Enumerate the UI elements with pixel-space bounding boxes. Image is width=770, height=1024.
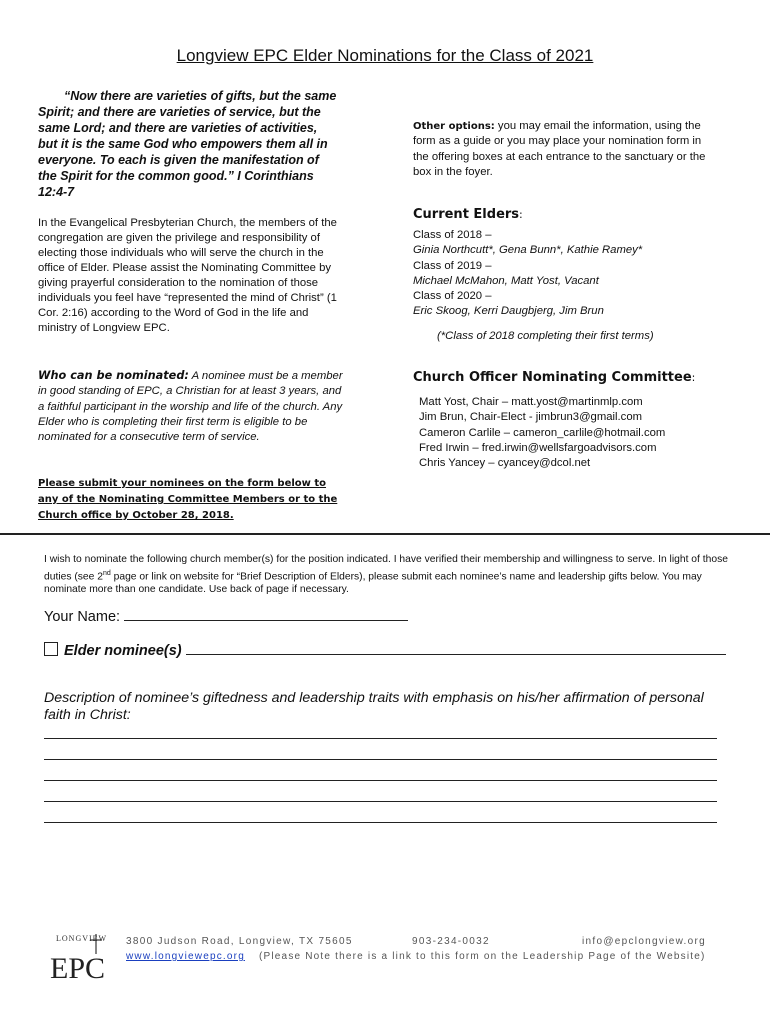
- class-2019-names: Michael McMahon, Matt Yost, Vacant: [413, 274, 599, 287]
- current-elders-title: Current Elders: [413, 207, 520, 222]
- description-line[interactable]: [44, 759, 717, 760]
- form-intro: [44, 553, 744, 597]
- current-elders-heading: [413, 207, 523, 222]
- current-elders-note: (*Class of 2018 completing their first terms): [437, 330, 654, 342]
- committee-heading: [413, 370, 695, 385]
- other-options: [413, 119, 713, 180]
- class-2020-label: Class of 2020 –: [413, 290, 492, 303]
- class-2018-label: Class of 2018 –: [413, 229, 492, 241]
- committee-title: Church Officer Nominating Committee: [413, 370, 692, 385]
- committee-member: Fred Irwin – fred.irwin@wellsfargoadvisors.com: [419, 441, 657, 454]
- form-intro-sup: nd: [102, 569, 111, 577]
- description-line[interactable]: [44, 801, 717, 802]
- committee-list: [419, 395, 665, 471]
- committee-colon: :: [691, 371, 696, 384]
- description-label: Description of nominee’s giftedness and leadership traits with emphasis on his/her affirmation of personal faith in Christ:: [44, 690, 704, 723]
- elder-nominee-row: [44, 642, 726, 659]
- footer-address: 3800 Judson Road, Longview, TX 75605: [126, 936, 353, 947]
- who-text: A nominee must be a member in good standing of EPC, a Christian for at least 3 years, and a faithful participant in the worship and life of the church. Any Elder who is completing their first term is eligible to be nominated for a consecutive term of service.: [38, 370, 343, 444]
- description-lines[interactable]: [44, 738, 717, 843]
- other-options-label: Other options:: [413, 121, 495, 132]
- class-2019-label: Class of 2019 –: [413, 259, 492, 272]
- page-title: Longview EPC Elder Nominations for the Class of 2021: [176, 46, 594, 65]
- current-elders-list: [413, 228, 733, 320]
- description-line[interactable]: [44, 822, 717, 823]
- who-label: Who can be nominated:: [38, 369, 189, 382]
- description-line[interactable]: [44, 738, 717, 739]
- other-options-text: you may email the information, using the form as a guide or you may place your nomination form in the offering boxes at each entrance to the sanctuary or the box in the foyer.: [413, 120, 706, 178]
- elder-nominee-input[interactable]: [186, 642, 726, 655]
- section-divider: [0, 533, 770, 535]
- footer-website-row: [126, 951, 726, 962]
- form-intro-part-b: page or link on website for “Brief Description of Elders), please submit each nominee’s name and leadership gifts below. You may nominate more than one candidate. Use back of page if necessary.: [44, 570, 702, 596]
- logo-main-text: EPC: [50, 952, 106, 985]
- elder-nominee-label: Elder nominee(s): [64, 643, 186, 659]
- committee-member: Matt Yost, Chair – matt.yost@martinmlp.com: [419, 396, 643, 408]
- logo-top-text: LONGVIEW: [56, 934, 108, 943]
- who-can-be-nominated: [38, 368, 343, 445]
- committee-member: Cameron Carlile – cameron_carlile@hotmail.com: [419, 426, 666, 439]
- class-2020-names: Eric Skoog, Kerri Daugbjerg, Jim Brun: [413, 305, 604, 318]
- epc-logo: [44, 930, 114, 986]
- form-intro-part-a: I wish to nominate the following church member(s) for the position indicated. I have verified their membership and willingness to serve. In light of those duties (see 2: [44, 554, 728, 582]
- quote-text: “Now there are varieties of gifts, but the same Spirit; and there are varieties of service, but the same Lord; and there are varieties of activities, but it is the same God who empowers them all in everyone. To each is given the manifestation of the Spirit for the common good.” I Corinthians 12:4-7: [38, 89, 337, 199]
- footer-website-link[interactable]: www.longviewepc.org: [126, 951, 245, 962]
- your-name-label: Your Name:: [44, 609, 125, 625]
- elder-nominee-checkbox[interactable]: [44, 642, 58, 656]
- scripture-quote: [38, 88, 338, 200]
- committee-member: Jim Brun, Chair-Elect - jimbrun3@gmail.com: [419, 411, 643, 424]
- footer-phone: 903-234-0032: [412, 936, 490, 947]
- submit-note: Please submit your nominees on the form below to any of the Nominating Committee Members or to the Church office by October 28, 2018.: [38, 478, 338, 521]
- your-name-row: [44, 608, 408, 625]
- class-2018-names: Ginia Northcutt*, Gena Bunn*, Kathie Ramey*: [413, 244, 643, 257]
- current-elders-colon: :: [519, 208, 523, 221]
- footer-email[interactable]: info@epclongview.org: [582, 936, 706, 947]
- footer-website-note: (Please Note there is a link to this form on the Leadership Page of the Website): [258, 951, 706, 962]
- your-name-input[interactable]: [124, 608, 408, 621]
- description-line[interactable]: [44, 780, 717, 781]
- committee-member: Chris Yancey – cyancey@dcol.net: [419, 457, 591, 470]
- intro-paragraph: In the Evangelical Presbyterian Church, the members of the congregation are given the privilege and responsibility of electing those individuals who will serve the church in the office of Elder. Please assist the Nominating Committee by giving prayerful consideration to the nomination of those individuals you feel have “represented the mind of Christ” (1 Cor. 2:16) according to the Word of God in the life and ministry of Longview EPC.: [38, 217, 337, 334]
